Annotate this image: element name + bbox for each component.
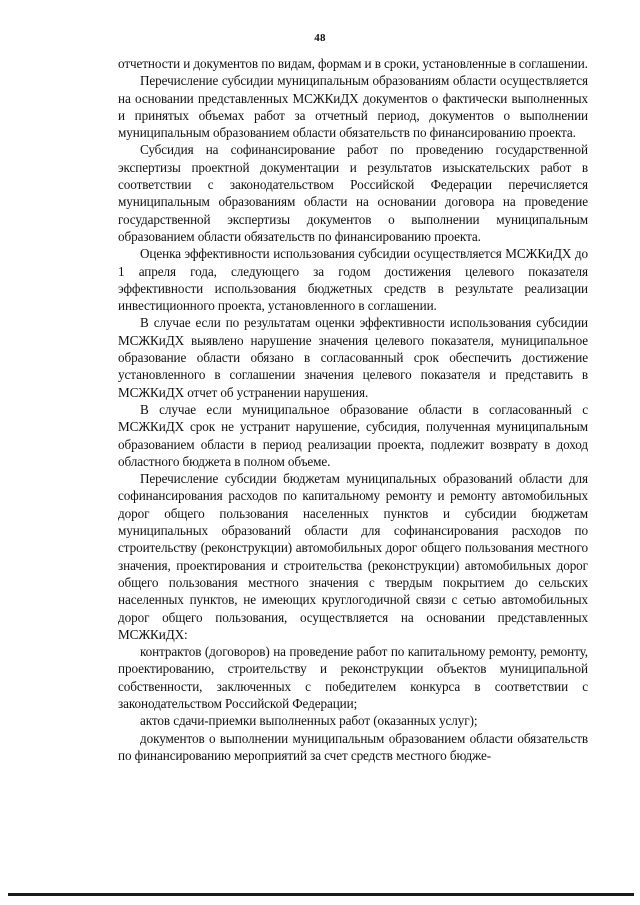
paragraph: Оценка эффективности использования субсидии осуществляется МСЖКиДХ до 1 апреля года, следующего за годом достижения целевого показателя эффективности использования бюджетных средств в результате реализации инвестиционного проекта, установленного в соглашении. bbox=[118, 246, 588, 314]
list-item: документов о выполнении муниципальным образованием области обязательств по финансированию мероприятий за счет средств местного бюдже- bbox=[118, 730, 588, 763]
page-bottom-edge bbox=[8, 893, 634, 896]
paragraph: отчетности и документов по видам, формам и в сроки, установленные в соглашении. bbox=[118, 56, 588, 71]
paragraph: Перечисление субсидии муниципальным образованиям области осуществляется на основании представленных МСЖКиДХ документов о фактически выполненных и принятых объемах работ за отчетный период, документов о выполнении муниципальным образованием области обязательств по финансированию проекта. bbox=[118, 73, 588, 141]
document-body bbox=[118, 55, 588, 764]
list-item: контрактов (договоров) на проведение работ по капитальному ремонту, ремонту, проектированию, строительству и реконструкции объектов муниципальной собственности, заключенных с победителем конкурса в соответствии с законодательством Российской Федерации; bbox=[118, 644, 588, 711]
paragraph: В случае если по результатам оценки эффективности использования субсидии МСЖКиДХ выявлено нарушение значения целевого показателя, муниципальное образование области обязано в согласованный срок обеспечить достижение установленного в соглашении значения целевого показателя и представить в МСЖКиДХ отчет об устранении нарушения. bbox=[118, 315, 588, 400]
paragraph: Перечисление субсидии бюджетам муниципальных образований области для софинансирования расходов по капитальному ремонту и ремонту автомобильных дорог общего пользования населенных пунктов и субсидии бюджетам муниципальных образований области для софинансирования расходов по строительству (реконструкции) автомобильных дорог общего пользования местного значения, проектирования и строительства (реконструкции) автомобильных дорог общего пользования местного значения с твердым покрытием до сельских населенных пунктов, не имеющих круглогодичной связи с сетью автомобильных дорог общего пользования, осуществляется на основании представленных МСЖКиДХ: bbox=[118, 471, 588, 642]
page-number: 48 bbox=[314, 32, 326, 44]
list-item: актов сдачи-приемки выполненных работ (оказанных услуг); bbox=[140, 713, 478, 729]
paragraph: В случае если муниципальное образование области в согласованный с МСЖКиДХ срок не устранит нарушение, субсидия, полученная муниципальным образованием области в период реализации проекта, подлежит возврату в доход областного бюджета в полном объеме. bbox=[118, 401, 588, 469]
paragraph: Субсидия на софинансирование работ по проведению государственной экспертизы проектной документации и результатов изыскательских работ в соответствии с законодательством Российской Федерации перечисляется муниципальным образованиям области на основании договора на проведение государственной экспертизы документов о выполнении муниципальным образованием области обязательств по финансированию проекта. bbox=[118, 142, 588, 244]
